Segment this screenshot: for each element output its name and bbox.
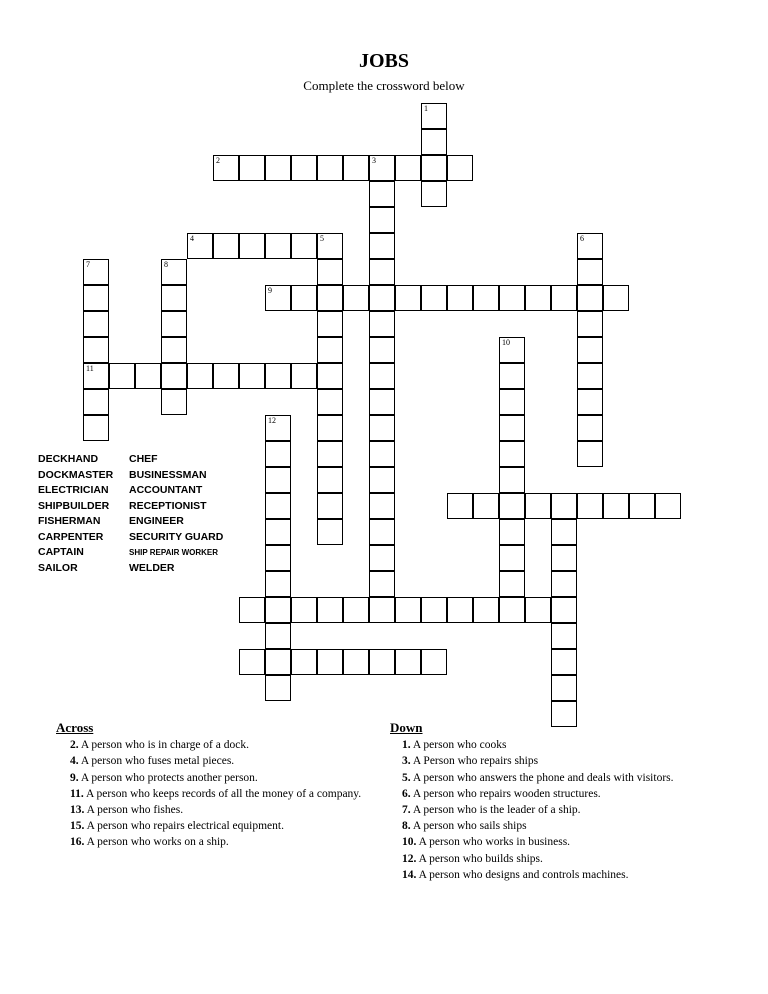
crossword-cell[interactable] <box>265 597 291 623</box>
crossword-cell[interactable] <box>213 155 239 181</box>
crossword-cell[interactable] <box>369 415 395 441</box>
clue-number: 6 <box>580 234 584 243</box>
crossword-cell[interactable] <box>447 597 473 623</box>
crossword-cell[interactable] <box>577 285 603 311</box>
crossword-cell[interactable] <box>525 285 551 311</box>
crossword-cell[interactable] <box>499 337 525 363</box>
crossword-cell[interactable] <box>369 259 395 285</box>
crossword-cell[interactable] <box>343 597 369 623</box>
crossword-cell[interactable] <box>499 415 525 441</box>
clue-across: 9. A person who protects another person. <box>70 771 258 784</box>
crossword-cell[interactable] <box>577 337 603 363</box>
crossword-cell[interactable] <box>499 285 525 311</box>
clue-number: 1 <box>424 104 428 113</box>
crossword-cell[interactable] <box>161 389 187 415</box>
crossword-cell[interactable] <box>395 649 421 675</box>
clue-number: 10 <box>502 338 510 347</box>
crossword-cell[interactable] <box>83 389 109 415</box>
crossword-cell[interactable] <box>447 285 473 311</box>
word-bank-item: CHEF <box>129 453 158 465</box>
word-bank-item: BUSINESSMAN <box>129 468 207 481</box>
crossword-cell[interactable] <box>499 493 525 519</box>
word-bank-item: RECEPTIONIST <box>129 499 207 512</box>
word-bank-item: ACCOUNTANT <box>129 484 203 496</box>
clue-across: 4. A person who fuses metal pieces. <box>70 755 235 768</box>
crossword-cell[interactable] <box>499 519 525 545</box>
crossword-cell[interactable] <box>213 233 239 259</box>
crossword-cell[interactable] <box>369 155 395 181</box>
down-clues <box>390 720 690 883</box>
clue-number: 7 <box>86 260 90 269</box>
word-bank-item: SHIP REPAIR WORKER <box>129 548 219 557</box>
word-bank-item: SAILOR <box>38 561 78 574</box>
across-heading: Across <box>56 720 94 735</box>
crossword-cell[interactable] <box>265 571 291 597</box>
clue-across: 16. A person who works on a ship. <box>70 836 229 849</box>
clue-down: 8. A person who sails ships <box>402 820 527 833</box>
clue-down: 1. A person who cooks <box>402 739 507 752</box>
crossword-cell[interactable] <box>421 155 447 181</box>
crossword-cell[interactable] <box>265 233 291 259</box>
crossword-cell[interactable] <box>369 233 395 259</box>
crossword-cell[interactable] <box>161 363 187 389</box>
crossword-cell[interactable] <box>369 545 395 571</box>
crossword-cell[interactable] <box>525 493 551 519</box>
crossword-cell[interactable] <box>473 493 499 519</box>
word-bank-item: SECURITY GUARD <box>129 530 224 543</box>
clue-across: 11. A person who keeps records of all the money of a company. <box>70 787 362 800</box>
crossword-cell[interactable] <box>291 285 317 311</box>
crossword-cell[interactable] <box>551 519 577 545</box>
crossword-cell[interactable] <box>369 493 395 519</box>
crossword-cell[interactable] <box>395 597 421 623</box>
crossword-cell[interactable] <box>473 597 499 623</box>
crossword-cell[interactable] <box>317 233 343 259</box>
clue-number: 9 <box>268 286 272 295</box>
crossword-cell[interactable] <box>239 155 265 181</box>
clue-down: 12. A person who builds ships. <box>402 852 543 865</box>
word-bank-item: DOCKMASTER <box>38 468 114 481</box>
crossword-cell[interactable] <box>577 363 603 389</box>
crossword-cell[interactable] <box>265 649 291 675</box>
word-bank-item: FISHERMAN <box>38 515 101 527</box>
crossword-cell[interactable] <box>369 441 395 467</box>
crossword-cell[interactable] <box>161 285 187 311</box>
crossword-cell[interactable] <box>577 233 603 259</box>
crossword-cell[interactable] <box>369 285 395 311</box>
crossword-cell[interactable] <box>395 285 421 311</box>
crossword-cell[interactable] <box>369 311 395 337</box>
crossword-cell[interactable] <box>343 155 369 181</box>
crossword-cell[interactable] <box>395 155 421 181</box>
clue-down: 5. A person who answers the phone and deals with visitors. <box>402 771 674 784</box>
crossword-cell[interactable] <box>265 155 291 181</box>
crossword-cell[interactable] <box>265 519 291 545</box>
crossword-cell[interactable] <box>447 493 473 519</box>
crossword-cell[interactable] <box>551 597 577 623</box>
crossword-cell[interactable] <box>317 259 343 285</box>
crossword-cell[interactable] <box>187 363 213 389</box>
crossword-cell[interactable] <box>83 311 109 337</box>
crossword-cell[interactable] <box>499 441 525 467</box>
crossword-cell[interactable] <box>447 155 473 181</box>
crossword-cell[interactable] <box>369 207 395 233</box>
clue-number: 8 <box>164 260 168 269</box>
clue-down: 7. A person who is the leader of a ship. <box>402 804 581 817</box>
crossword-cell[interactable] <box>473 285 499 311</box>
crossword-cell[interactable] <box>551 649 577 675</box>
crossword-cell[interactable] <box>369 337 395 363</box>
crossword-cell[interactable] <box>291 649 317 675</box>
word-bank-item: WELDER <box>129 561 175 574</box>
crossword-cell[interactable] <box>317 389 343 415</box>
crossword-cell[interactable] <box>317 155 343 181</box>
crossword-cell[interactable] <box>83 363 109 389</box>
crossword-cell[interactable] <box>265 493 291 519</box>
crossword-cell[interactable] <box>265 415 291 441</box>
crossword-cell[interactable] <box>551 675 577 701</box>
crossword-cell[interactable] <box>655 493 681 519</box>
crossword-cell[interactable] <box>499 597 525 623</box>
crossword-cell[interactable] <box>213 363 239 389</box>
crossword-cell[interactable] <box>83 337 109 363</box>
crossword-cell[interactable] <box>265 623 291 649</box>
crossword-cell[interactable] <box>499 545 525 571</box>
clue-across: 15. A person who repairs electrical equipment. <box>70 820 284 833</box>
crossword-cell[interactable] <box>369 519 395 545</box>
crossword-cell[interactable] <box>577 389 603 415</box>
crossword-cell[interactable] <box>551 623 577 649</box>
crossword-cell[interactable] <box>499 571 525 597</box>
crossword-cell[interactable] <box>525 597 551 623</box>
clue-down: 10. A person who works in business. <box>402 836 571 849</box>
crossword-cell[interactable] <box>603 493 629 519</box>
crossword-cell[interactable] <box>369 181 395 207</box>
crossword-cell[interactable] <box>421 181 447 207</box>
page-subtitle: Complete the crossword below <box>303 78 465 93</box>
crossword-cell[interactable] <box>369 597 395 623</box>
crossword-cell[interactable] <box>369 571 395 597</box>
clue-number: 12 <box>268 416 276 425</box>
crossword-cell[interactable] <box>551 545 577 571</box>
word-bank-item: ELECTRICIAN <box>38 484 109 496</box>
crossword-cell[interactable] <box>421 103 447 129</box>
crossword-cell[interactable] <box>551 493 577 519</box>
word-bank-column-2 <box>129 452 223 576</box>
crossword-cell[interactable] <box>265 467 291 493</box>
crossword-cell[interactable] <box>265 363 291 389</box>
crossword-cell[interactable] <box>265 441 291 467</box>
crossword-cell[interactable] <box>83 259 109 285</box>
crossword-cell[interactable] <box>421 285 447 311</box>
crossword-cell[interactable] <box>317 597 343 623</box>
crossword-cell[interactable] <box>577 493 603 519</box>
crossword-cell[interactable] <box>317 649 343 675</box>
crossword-cell[interactable] <box>603 285 629 311</box>
crossword-cell[interactable] <box>265 285 291 311</box>
crossword-cell[interactable] <box>239 363 265 389</box>
crossword-cell[interactable] <box>577 441 603 467</box>
crossword-cell[interactable] <box>161 337 187 363</box>
crossword-cell[interactable] <box>421 649 447 675</box>
crossword-cell[interactable] <box>317 285 343 311</box>
crossword-cell[interactable] <box>577 415 603 441</box>
crossword-cell[interactable] <box>291 363 317 389</box>
crossword-cell[interactable] <box>317 493 343 519</box>
word-bank-item: SHIPBUILDER <box>38 499 110 512</box>
crossword-cell[interactable] <box>551 285 577 311</box>
page-title: JOBS <box>358 50 410 72</box>
word-bank-item: ENGINEER <box>129 515 184 527</box>
clue-number: 2 <box>216 156 220 165</box>
word-bank-item: DECKHAND <box>38 453 99 465</box>
crossword-cell[interactable] <box>369 467 395 493</box>
clue-number: 5 <box>320 234 324 243</box>
crossword-cell[interactable] <box>577 259 603 285</box>
crossword-cell[interactable] <box>369 363 395 389</box>
crossword-cell[interactable] <box>265 675 291 701</box>
crossword-cell[interactable] <box>109 363 135 389</box>
crossword-cell[interactable] <box>421 597 447 623</box>
crossword-cell[interactable] <box>551 571 577 597</box>
down-heading: Down <box>390 720 423 735</box>
crossword-cell[interactable] <box>343 285 369 311</box>
clue-number: 11 <box>86 364 94 373</box>
crossword-cell[interactable] <box>499 467 525 493</box>
crossword-cell[interactable] <box>291 233 317 259</box>
crossword-cell[interactable] <box>239 233 265 259</box>
crossword-cell[interactable] <box>499 363 525 389</box>
crossword-cell[interactable] <box>291 597 317 623</box>
crossword-cell[interactable] <box>83 285 109 311</box>
crossword-cell[interactable] <box>83 415 109 441</box>
word-bank-item: CARPENTER <box>38 530 104 543</box>
crossword-cell[interactable] <box>577 311 603 337</box>
word-bank-column-1 <box>38 452 113 576</box>
clue-number: 4 <box>190 234 194 243</box>
crossword-cell[interactable] <box>161 311 187 337</box>
across-clues <box>56 720 376 851</box>
clue-number: 3 <box>372 156 376 165</box>
crossword-cell[interactable] <box>317 311 343 337</box>
crossword-cell[interactable] <box>421 129 447 155</box>
crossword-cell[interactable] <box>317 519 343 545</box>
crossword-cell[interactable] <box>265 545 291 571</box>
clue-down: 3. A Person who repairs ships <box>402 755 539 768</box>
crossword-cell[interactable] <box>629 493 655 519</box>
crossword-cell[interactable] <box>317 467 343 493</box>
crossword-cell[interactable] <box>291 155 317 181</box>
crossword-cell[interactable] <box>317 337 343 363</box>
crossword-cell[interactable] <box>369 389 395 415</box>
crossword-cell[interactable] <box>161 259 187 285</box>
crossword-cell[interactable] <box>343 649 369 675</box>
crossword-cell[interactable] <box>317 363 343 389</box>
clue-across: 13. A person who fishes. <box>70 804 184 817</box>
crossword-cell[interactable] <box>239 597 265 623</box>
clue-down: 6. A person who repairs wooden structures. <box>402 787 601 800</box>
crossword-cell[interactable] <box>187 233 213 259</box>
crossword-cell[interactable] <box>135 363 161 389</box>
crossword-cell[interactable] <box>317 441 343 467</box>
crossword-cell[interactable] <box>499 389 525 415</box>
word-bank-item: CAPTAIN <box>38 546 84 558</box>
clue-down: 14. A person who designs and controls machines. <box>402 868 629 881</box>
crossword-cell[interactable] <box>239 649 265 675</box>
crossword-cell[interactable] <box>317 415 343 441</box>
crossword-cell[interactable] <box>369 649 395 675</box>
clue-across: 2. A person who is in charge of a dock. <box>70 739 249 752</box>
